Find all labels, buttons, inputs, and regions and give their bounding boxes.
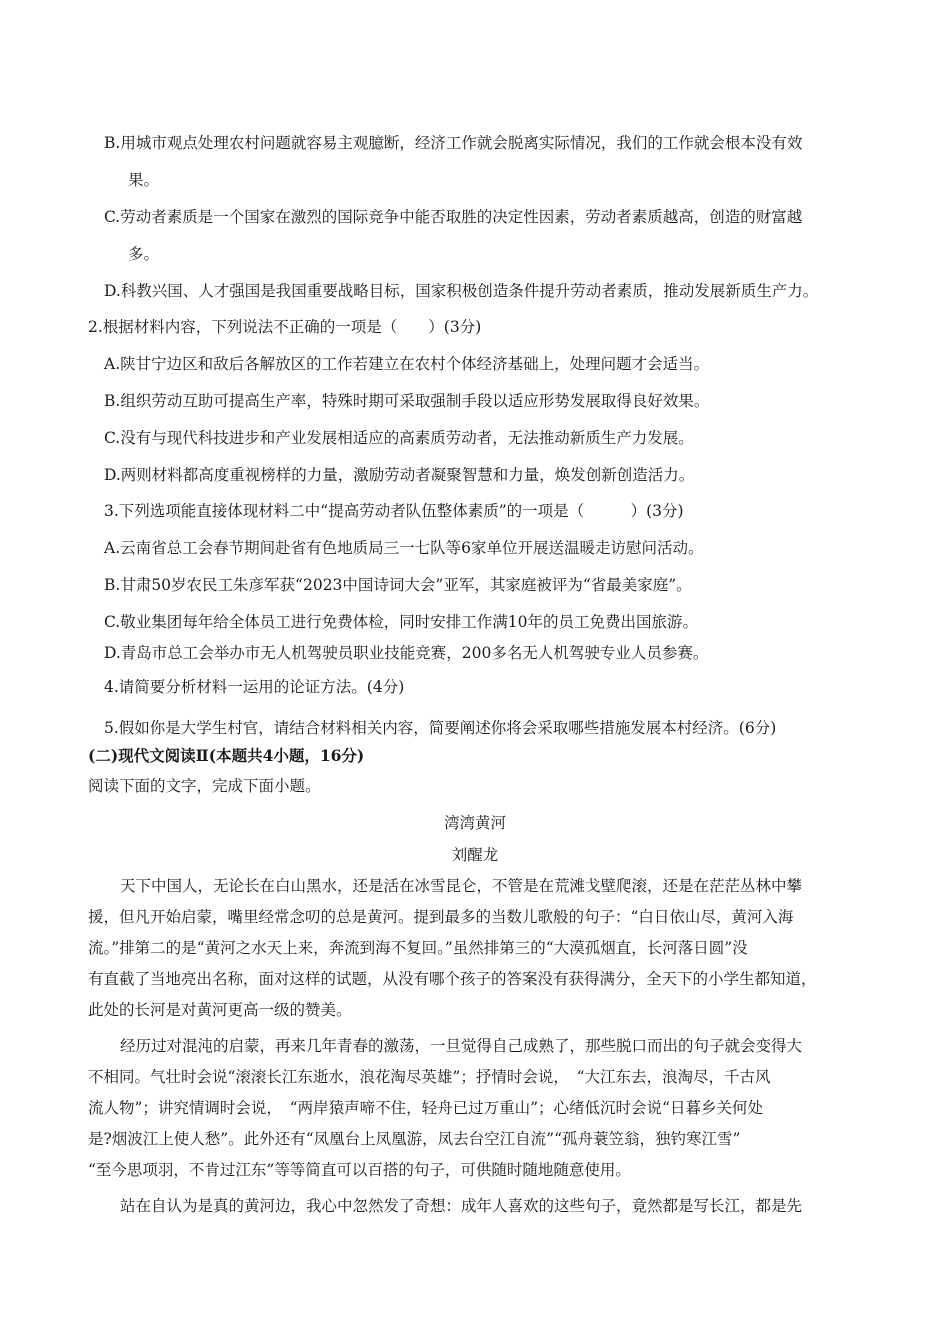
q1-option-b-line1: B.用城市观点处理农村问题就容易主观臆断，经济工作就会脱离实际情况，我们的工作就会根本没有效 [104, 134, 803, 152]
q2-option-b: B.组织劳动互助可提高生产率，特殊时期可采取强制手段以适应形势发展取得良好效果。 [104, 392, 710, 410]
q1-option-b-line2: 果。 [128, 171, 160, 189]
q3-option-a: A.云南省总工会春节期间赴省有色地质局三一七队等6家单位开展送温暖走访慰问活动。 [104, 539, 704, 557]
q2-option-c: C.没有与现代科技进步和产业发展相适应的高素质劳动者，无法推动新质生产力发展。 [104, 429, 694, 447]
article-paragraph-line: 站在自认为是真的黄河边，我心中忽然发了奇想：成年人喜欢的这些句子，竟然都是写长江，都是先 [120, 1197, 803, 1215]
article-paragraph-line: 是?烟波江上使人愁”。此外还有“凤凰台上凤凰游，凤去台空江自流”“孤舟蓑笠翁，独钓寒江雪” [88, 1130, 741, 1148]
q1-option-d-line1: D.科教兴国、人才强国是我国重要战略目标，国家积极创造条件提升劳动者素质，推动发展新质生产力。 [104, 282, 819, 300]
q3-option-b: B.甘肃50岁农民工朱彦军获“2023中国诗词大会”亚军，其家庭被评为“省最美家庭”。 [104, 576, 692, 594]
q2-option-a: A.陕甘宁边区和敌后各解放区的工作若建立在农村个体经济基础上，处理问题才会适当。 [104, 355, 710, 373]
q3-stem: 3.下列选项能直接体现材料二中“提高劳动者队伍整体素质”的一项是（ ）(3分) [104, 502, 684, 520]
article-author: 刘醒龙 [451, 846, 499, 864]
article-paragraph-line: 不相同。气壮时会说“滚滚长江东逝水，浪花淘尽英雄”；抒情时会说， “大江东去，浪淘尽，千古风 [88, 1068, 771, 1086]
q3-option-d: D.青岛市总工会举办市无人机驾驶员职业技能竞赛，200多名无人机驾驶专业人员参赛。 [104, 644, 709, 662]
q1-option-c-line1: C.劳动者素质是一个国家在激烈的国际竞争中能否取胜的决定性因素，劳动者素质越高，创造的财富越 [104, 208, 803, 226]
section-instruction: 阅读下面的文字，完成下面小题。 [88, 777, 321, 795]
article-title: 湾湾黄河 [443, 814, 506, 832]
article-paragraph-line: 流人物”；讲究情调时会说， “两岸猿声啼不住，轻舟已过万重山”；心绪低沉时会说“日暮乡关何处 [88, 1099, 763, 1117]
article-paragraph-line: 天下中国人，无论长在白山黑水，还是活在冰雪昆仑，不管是在荒滩戈壁爬滚，还是在茫茫丛林中攀 [120, 877, 803, 895]
article-paragraph-line: 有直截了当地亮出名称，面对这样的试题，从没有哪个孩子的答案没有获得满分，全天下的小学生都知道， [88, 970, 817, 988]
q4-stem: 4.请简要分析材料一运用的论证方法。(4分) [104, 678, 405, 696]
q3-option-c: C.敬业集团每年给全体员工进行免费体检，同时安排工作满10年的员工免费出国旅游。 [104, 613, 698, 631]
q2-option-d: D.两则材料都高度重视榜样的力量，激励劳动者凝聚智慧和力量，焕发创新创造活力。 [104, 466, 695, 484]
q1-option-c-line2: 多。 [128, 245, 160, 263]
q5-stem: 5.假如你是大学生村官，请结合材料相关内容，简要阐述你将会采取哪些措施发展本村经济。(6分) [104, 719, 777, 737]
article-paragraph-line: “至今思项羽，不肯过江东”等等简直可以百搭的句子，可供随时随地随意使用。 [88, 1161, 631, 1179]
article-paragraph-line: 此处的长河是对黄河更高一级的赞美。 [88, 1001, 352, 1019]
article-paragraph-line: 流。”排第二的是“黄河之水天上来，奔流到海不复回。”虽然排第三的“大漠孤烟直，长河落日圆”没 [88, 939, 748, 957]
article-paragraph-line: 援，但凡开始启蒙，嘴里经常念叨的总是黄河。提到最多的当数儿歌般的句子：“白日依山尽，黄河入海 [88, 908, 794, 926]
section-heading: (二)现代文阅读Ⅱ(本题共4小题，16分) [88, 746, 365, 765]
article-paragraph-line: 经历过对混沌的启蒙，再来几年青春的激荡，一旦觉得自己成熟了，那些脱口而出的句子就会变得大 [120, 1037, 803, 1055]
q2-stem: 2.根据材料内容，下列说法不正确的一项是（ ）(3分) [88, 318, 482, 336]
